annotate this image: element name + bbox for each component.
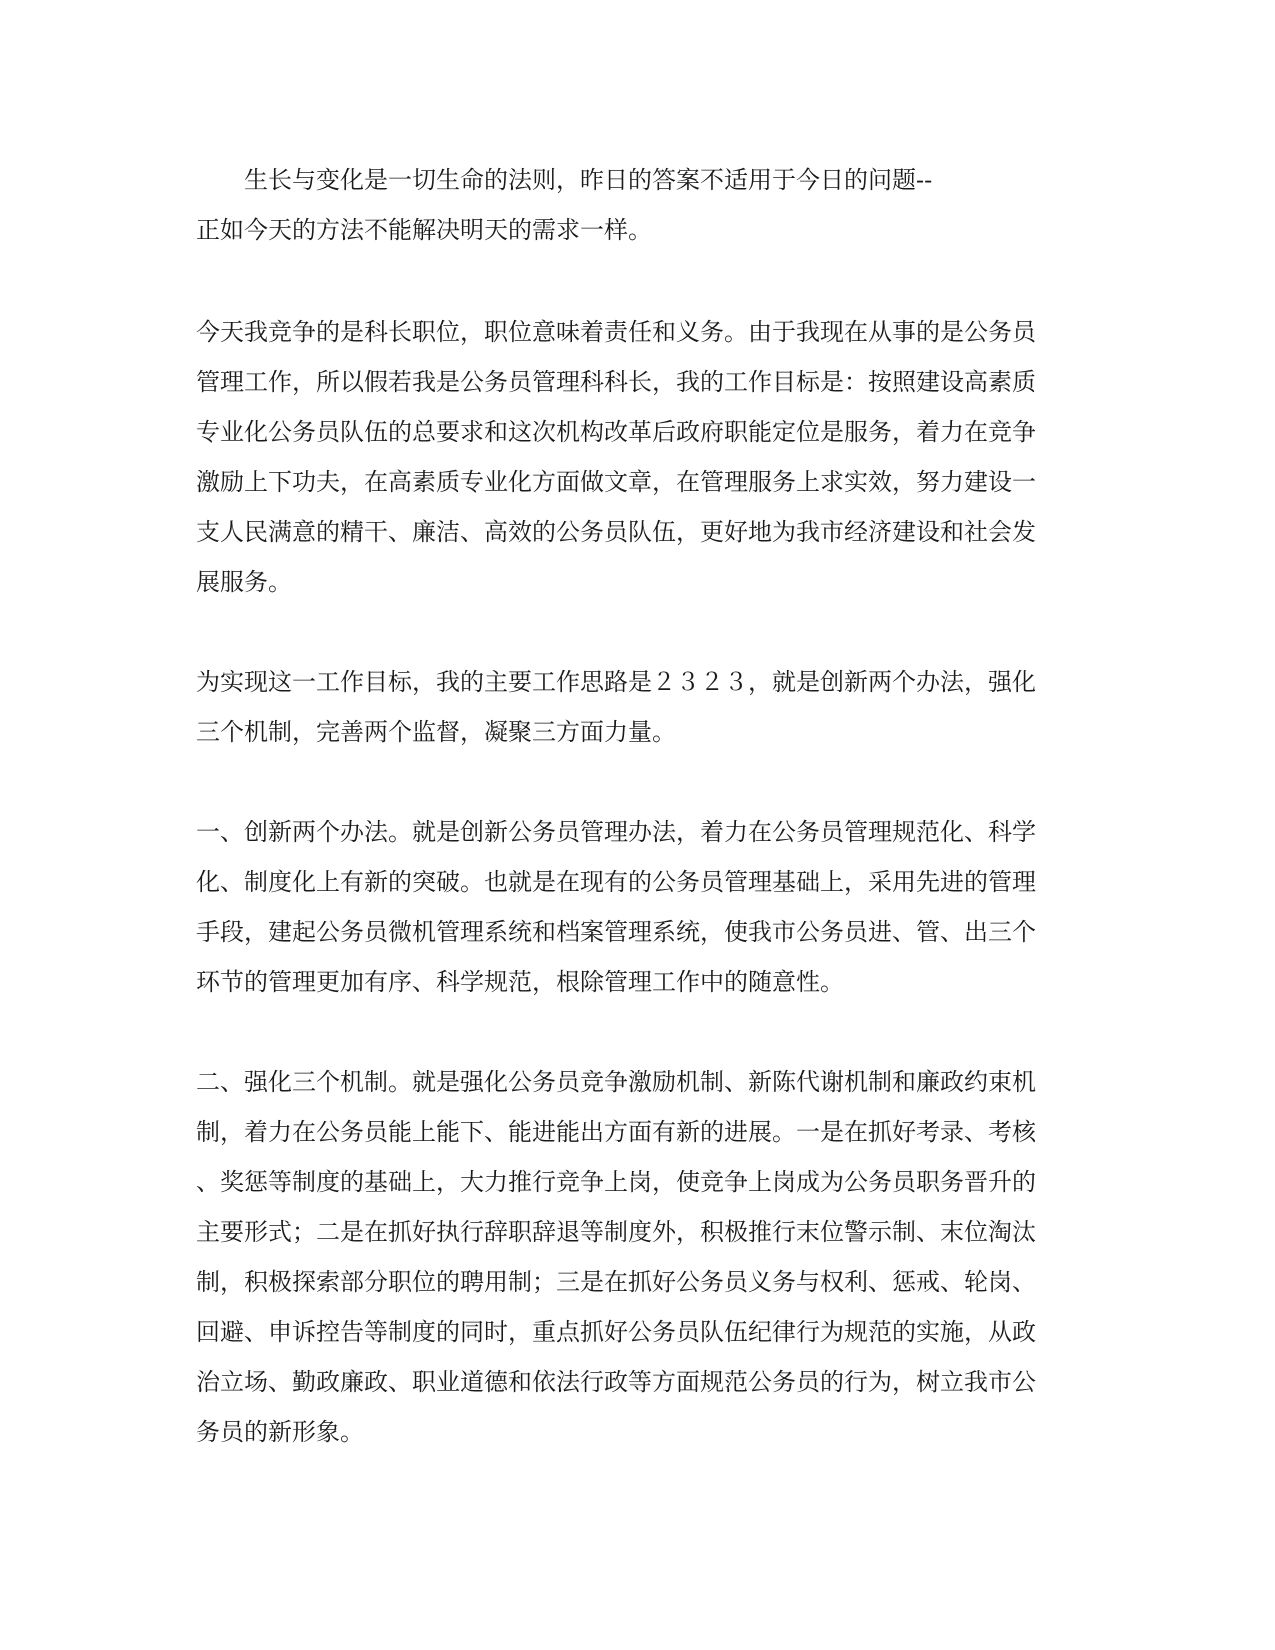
paragraph-line: 回避、申诉控告等制度的同时，重点抓好公务员队伍纪律行为规范的实施，从政 xyxy=(196,1318,1036,1346)
paragraph-line: 化、制度化上有新的突破。也就是在现有的公务员管理基础上，采用先进的管理 xyxy=(196,868,1036,896)
paragraph-goal xyxy=(196,307,1076,607)
paragraph-section-one xyxy=(196,807,1076,1007)
paragraph-line: 手段，建起公务员微机管理系统和档案管理系统，使我市公务员进、管、出三个 xyxy=(196,918,1036,946)
intro-line: 生长与变化是一切生命的法则，昨日的答案不适用于今日的问题-- xyxy=(244,166,933,194)
paragraph-line: 专业化公务员队伍的总要求和这次机构改革后政府职能定位是服务，着力在竞争 xyxy=(196,418,1036,446)
paragraph-line: 一、创新两个办法。就是创新公务员管理办法，着力在公务员管理规范化、科学 xyxy=(196,818,1036,846)
paragraph-line: 二、强化三个机制。就是强化公务员竞争激励机制、新陈代谢机制和廉政约束机 xyxy=(196,1068,1036,1096)
paragraph-line: 激励上下功夫，在高素质专业化方面做文章，在管理服务上求实效，努力建设一 xyxy=(196,468,1036,496)
paragraph-line: 主要形式；二是在抓好执行辞职辞退等制度外，积极推行末位警示制、末位淘汰 xyxy=(196,1218,1036,1246)
paragraph-line: 今天我竞争的是科长职位，职位意味着责任和义务。由于我现在从事的是公务员 xyxy=(196,318,1036,346)
paragraph-section-two xyxy=(196,1057,1076,1457)
paragraph-line: 、奖惩等制度的基础上，大力推行竞争上岗，使竞争上岗成为公务员职务晋升的 xyxy=(196,1168,1036,1196)
paragraph-line: 三个机制，完善两个监督，凝聚三方面力量。 xyxy=(196,718,676,746)
intro-line: 正如今天的方法不能解决明天的需求一样。 xyxy=(196,216,652,244)
paragraph-line: 管理工作，所以假若我是公务员管理科科长，我的工作目标是：按照建设高素质 xyxy=(196,368,1036,396)
paragraph-line: 环节的管理更加有序、科学规范，根除管理工作中的随意性。 xyxy=(196,968,844,996)
paragraph-line: 务员的新形象。 xyxy=(196,1418,364,1446)
paragraph-line: 制，着力在公务员能上能下、能进能出方面有新的进展。一是在抓好考录、考核 xyxy=(196,1118,1036,1146)
paragraph-line: 为实现这一工作目标，我的主要工作思路是２３２３，就是创新两个办法，强化 xyxy=(196,668,1036,696)
document-page xyxy=(196,155,1076,1457)
paragraph-line: 治立场、勤政廉政、职业道德和依法行政等方面规范公务员的行为，树立我市公 xyxy=(196,1368,1036,1396)
paragraph-approach xyxy=(196,657,1076,757)
paragraph-line: 制，积极探索部分职位的聘用制；三是在抓好公务员义务与权利、惩戒、轮岗、 xyxy=(196,1268,1036,1296)
intro-quote xyxy=(196,155,1076,255)
paragraph-line: 展服务。 xyxy=(196,568,292,596)
paragraph-line: 支人民满意的精干、廉洁、高效的公务员队伍，更好地为我市经济建设和社会发 xyxy=(196,518,1036,546)
